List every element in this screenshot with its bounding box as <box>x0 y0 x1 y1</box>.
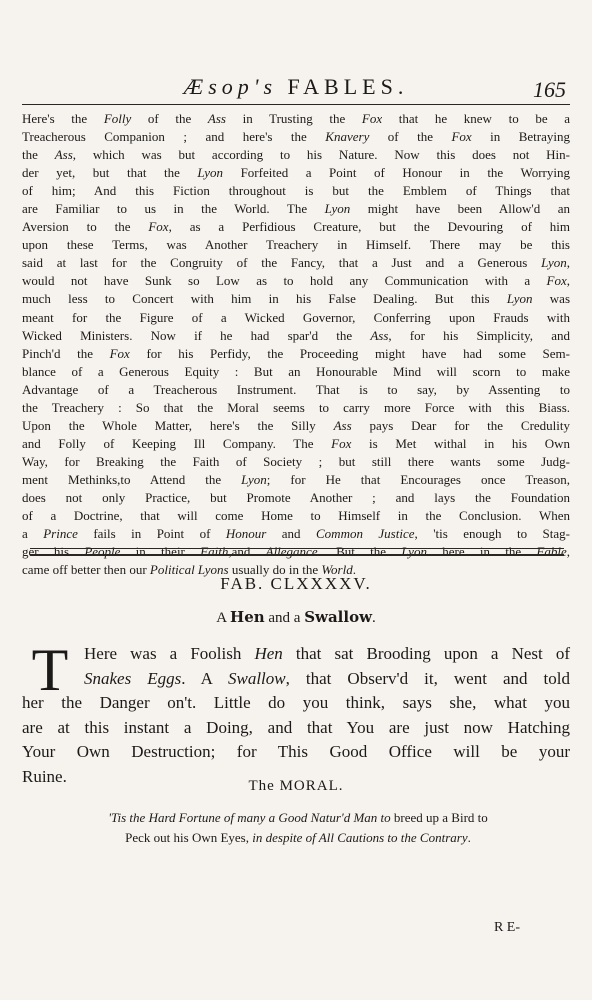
text-run: , <box>566 544 570 560</box>
running-head <box>0 74 592 104</box>
fable-title-mid: and a <box>264 610 305 626</box>
header-rule <box>22 104 570 105</box>
text-run: does not only Practice, but Promote Another ; and lays the Foundation <box>22 489 570 505</box>
text-run: Way, for Breaking the Faith of Society ; but still there wants some Judg- <box>22 453 570 469</box>
fable-text <box>22 637 571 789</box>
text-run: and Folly of Keeping Ill Company. The <box>22 435 332 451</box>
fable-title-post: . <box>372 610 376 626</box>
text-run: . But the <box>317 544 402 560</box>
reflection-line <box>22 507 570 525</box>
fable-title-swallow: Swallow <box>304 608 372 626</box>
reflection-line <box>22 254 570 272</box>
reflection-line <box>22 110 570 128</box>
fable-title-pre: A <box>216 610 231 626</box>
italic-text: Allegance <box>265 544 318 560</box>
text-run: ,and <box>228 544 266 560</box>
italic-text: World <box>321 562 353 578</box>
reflection-line <box>22 309 570 327</box>
text-run: der yet, but that the <box>22 165 198 181</box>
fable-number: FAB. CLXXXXV. <box>220 574 372 593</box>
reflection-line <box>22 417 570 435</box>
text-run: Aversion to the <box>22 219 149 235</box>
text-run: Wicked Ministers. Now if he had spar'd the <box>22 327 371 343</box>
moral-line <box>40 808 556 828</box>
italic-text: 'Tis the Hard Fortune of many a Good Natur'd Man to <box>108 810 391 825</box>
italic-text: in despite of All Cautions to the Contrary <box>252 830 468 845</box>
italic-text: Prince <box>43 526 78 542</box>
text-run: , <box>566 273 570 289</box>
text-run: the <box>22 147 55 163</box>
fable-line <box>22 716 570 741</box>
fable-title-hen: Hen <box>230 608 265 626</box>
italic-text: Fox <box>331 435 352 451</box>
fable-line <box>22 667 570 692</box>
text-run: . <box>467 830 471 845</box>
text-run: of the <box>131 111 208 126</box>
text-run: for his Perfidy, the Proceeding might have had some Sem- <box>129 345 570 361</box>
text-run: , <box>566 255 570 271</box>
text-run: ment Methinks,to Attend the <box>22 471 242 487</box>
reflection-line <box>22 489 570 507</box>
text-run: , as a Perfidious Creature, but the Devouring of him <box>168 219 570 235</box>
text-run: Your Own Destruction; for This Good Office will be your <box>22 742 570 761</box>
italic-text: Ass <box>54 147 73 163</box>
text-run: Here's the <box>22 111 104 126</box>
reflection-line <box>22 345 570 363</box>
text-run: Treacherous Companion ; and here's the <box>22 129 326 145</box>
reflection-line <box>22 182 570 200</box>
text-run: of him; And this Fiction throughout is but the Emblem of Things that <box>22 183 570 199</box>
fable-line <box>22 642 570 667</box>
text-run: Pinch'd the <box>22 345 110 361</box>
italic-text: Knavery <box>325 129 370 145</box>
reflection-line <box>22 453 570 471</box>
fable-title <box>0 608 592 627</box>
text-run: much less to Concert with him in his False Dealing. But this <box>22 291 507 307</box>
text-run: Forfeited a Point of Honour in the Worrying <box>223 165 570 181</box>
text-run: and <box>266 526 317 542</box>
text-run: ger his <box>22 544 85 560</box>
reflection-line <box>22 471 570 489</box>
text-run: are Familiar to us in the World. The <box>22 201 325 217</box>
text-run: that he knew to be a <box>382 111 570 126</box>
reflection-line <box>22 327 570 345</box>
text-run: a <box>22 526 44 542</box>
text-run: are at this instant a Doing, and that You are just now Hatching <box>22 717 570 737</box>
text-run: was <box>532 291 570 307</box>
italic-text: Honour <box>225 526 267 542</box>
italic-text: Faith <box>200 544 229 560</box>
text-run: Upon the Whole Matter, here's the Silly <box>22 417 334 433</box>
page-number: 165 <box>533 77 566 102</box>
reflection-line <box>22 236 570 254</box>
text-run: Advantage of a Treacherous Instrument. That is to say, by Assenting to <box>22 381 570 397</box>
text-run: fails in Point of <box>77 526 226 542</box>
italic-text: Ass <box>370 327 389 343</box>
italic-text: Fox <box>451 129 472 145</box>
reflection-line <box>22 218 570 236</box>
reflection-line <box>22 200 570 218</box>
reflection-line <box>22 381 570 399</box>
reflection-line <box>22 435 570 453</box>
running-title <box>0 74 592 100</box>
text-run: breed up a Bird to <box>390 810 488 825</box>
italic-text: Folly <box>103 111 132 126</box>
italic-text: Ass <box>333 417 352 433</box>
italic-text: Swallow <box>227 668 286 688</box>
italic-text: Fable <box>536 544 567 560</box>
text-run: here in the <box>426 544 537 560</box>
reflection-line <box>22 272 570 290</box>
italic-text: Lyon <box>241 471 267 487</box>
text-run: , that Observ'd it, went and told <box>285 668 570 688</box>
italic-text: Lyon <box>401 544 427 560</box>
text-run: Ruine. <box>22 766 67 786</box>
text-run: might have been Allow'd an <box>350 201 570 217</box>
text-run: Peck out his Own Eyes, <box>125 830 253 845</box>
text-run: her the Danger on't. Little do you think, says she, what you <box>22 693 570 712</box>
text-run: meant for the Figure of a Wicked Governor, Conferring upon Frauds with <box>22 309 570 325</box>
text-run: , which was but according to his Nature. Now this does not Hin- <box>72 147 570 163</box>
italic-text: Lyon <box>324 201 351 217</box>
text-run: in Betraying <box>471 129 570 145</box>
italic-text: Common Justice <box>316 526 415 542</box>
text-run: , 'tis enough to Stag- <box>414 526 570 542</box>
text-run: of the <box>369 129 452 145</box>
drop-cap: T <box>31 637 69 703</box>
running-title-caps: FABLES. <box>287 74 409 99</box>
text-run: . <box>352 562 356 578</box>
section-divider <box>30 548 564 556</box>
moral-line <box>40 828 556 848</box>
italic-text: Lyon <box>541 255 567 271</box>
text-run: , for his Simplicity, and <box>388 327 570 343</box>
italic-text: Fox <box>546 273 567 289</box>
text-run: Here was a Foolish <box>84 644 255 663</box>
italic-text: Hen <box>254 644 283 663</box>
reflection-line <box>22 146 570 164</box>
italic-text: Snakes Eggs <box>84 668 182 688</box>
reflection-line <box>22 290 570 308</box>
moral-heading: The MORAL. <box>248 778 344 794</box>
text-run: upon these Terms, was Another Treachery in Himself. There may be this <box>22 237 570 253</box>
italic-text: Lyon <box>506 291 533 307</box>
text-run: would not have Sunk so Low as to hold any Communication with a <box>22 273 547 289</box>
running-title-italic: Æsop's <box>183 74 278 99</box>
text-run: came off better then our <box>22 562 150 578</box>
text-run: in their <box>120 544 201 560</box>
reflection-paragraph <box>22 110 570 579</box>
reflection-line <box>22 399 570 417</box>
text-run: said at last for the Congruity of the Fancy, that a Just and a Generous <box>22 255 542 271</box>
text-run: is Met withal in his Own <box>351 435 570 451</box>
reflection-line <box>22 363 570 381</box>
italic-text: Fox <box>148 219 169 235</box>
catchword: R E- <box>493 920 520 935</box>
italic-text: Lyon <box>197 165 224 181</box>
text-run: that sat Brooding upon a Nest of <box>282 644 571 663</box>
fable-line <box>22 740 570 765</box>
text-run: ; for He that Encourages once Treason, <box>266 471 570 487</box>
text-run: of a Doctrine, that will come Home to Himself in the Conclusion. When <box>22 508 570 524</box>
reflection-line <box>22 128 570 146</box>
moral-text <box>40 808 556 848</box>
reflection-line <box>22 164 570 182</box>
italic-text: Ass <box>207 111 226 126</box>
text-run: blance of a Generous Equity : But an Honourable Mind will scorn to make <box>22 363 570 379</box>
fable-line <box>22 691 570 716</box>
text-run: . A <box>181 668 228 688</box>
text-run: usually do in the <box>228 562 322 578</box>
text-run: the Treachery : So that the Moral seems to carry more Force with this Biass. <box>22 399 570 415</box>
italic-text: People <box>84 544 121 560</box>
italic-text: Political Lyons <box>149 562 229 578</box>
italic-text: Fox <box>361 111 383 126</box>
text-run: in Trusting the <box>225 111 362 126</box>
text-run: pays Dear for the Credulity <box>351 417 570 433</box>
italic-text: Fox <box>109 345 130 361</box>
reflection-line <box>22 525 570 543</box>
